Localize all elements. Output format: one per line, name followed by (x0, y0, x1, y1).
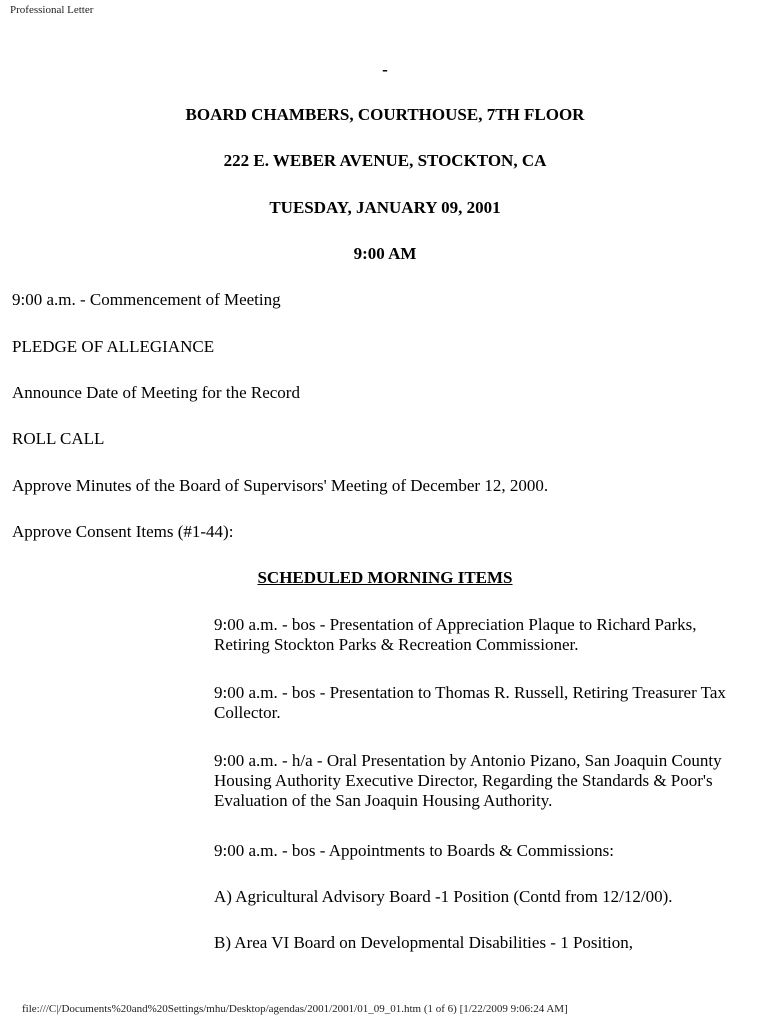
agenda-announce-date: Announce Date of Meeting for the Record (12, 383, 300, 402)
agenda-pledge: PLEDGE OF ALLEGIANCE (12, 337, 215, 356)
scheduled-item: 9:00 a.m. - bos - Appointments to Boards & Commissions: (214, 841, 614, 860)
scheduled-item: B) Area VI Board on Developmental Disabilities - 1 Position, (214, 933, 633, 952)
meeting-location: BOARD CHAMBERS, COURTHOUSE, 7TH FLOOR (185, 105, 585, 124)
meeting-time: 9:00 AM (353, 244, 417, 263)
document-header-label: Professional Letter (10, 4, 94, 16)
agenda-roll-call: ROLL CALL (12, 429, 105, 448)
title-dash: - (382, 60, 388, 79)
meeting-date: TUESDAY, JANUARY 09, 2001 (269, 198, 501, 217)
agenda-approve-minutes: Approve Minutes of the Board of Supervisors' Meeting of December 12, 2000. (12, 476, 549, 495)
scheduled-morning-heading: SCHEDULED MORNING ITEMS (257, 568, 513, 587)
meeting-address: 222 E. WEBER AVENUE, STOCKTON, CA (223, 151, 547, 170)
scheduled-item: A) Agricultural Advisory Board -1 Position (Contd from 12/12/00). (214, 887, 673, 906)
scheduled-item: 9:00 a.m. - h/a - Oral Presentation by Antonio Pizano, San Joaquin County Housing Authority Executive Director, Regarding the Standards & Poor's Evaluation of the San Joaquin Housing Authority. (214, 751, 722, 810)
scheduled-item: 9:00 a.m. - bos - Presentation to Thomas R. Russell, Retiring Treasurer Tax Collector. (214, 683, 726, 722)
agenda-approve-consent: Approve Consent Items (#1-44): (12, 522, 234, 541)
agenda-commencement: 9:00 a.m. - Commencement of Meeting (12, 290, 281, 309)
file-path-footer: file:///C|/Documents%20and%20Settings/mhu/Desktop/agendas/2001/2001/01_09_01.htm (1 of 6) [1/22/2009 9:06:24 AM] (22, 1003, 568, 1015)
scheduled-item: 9:00 a.m. - bos - Presentation of Appreciation Plaque to Richard Parks, Retiring Stockton Parks & Recreation Commissioner. (214, 615, 697, 654)
